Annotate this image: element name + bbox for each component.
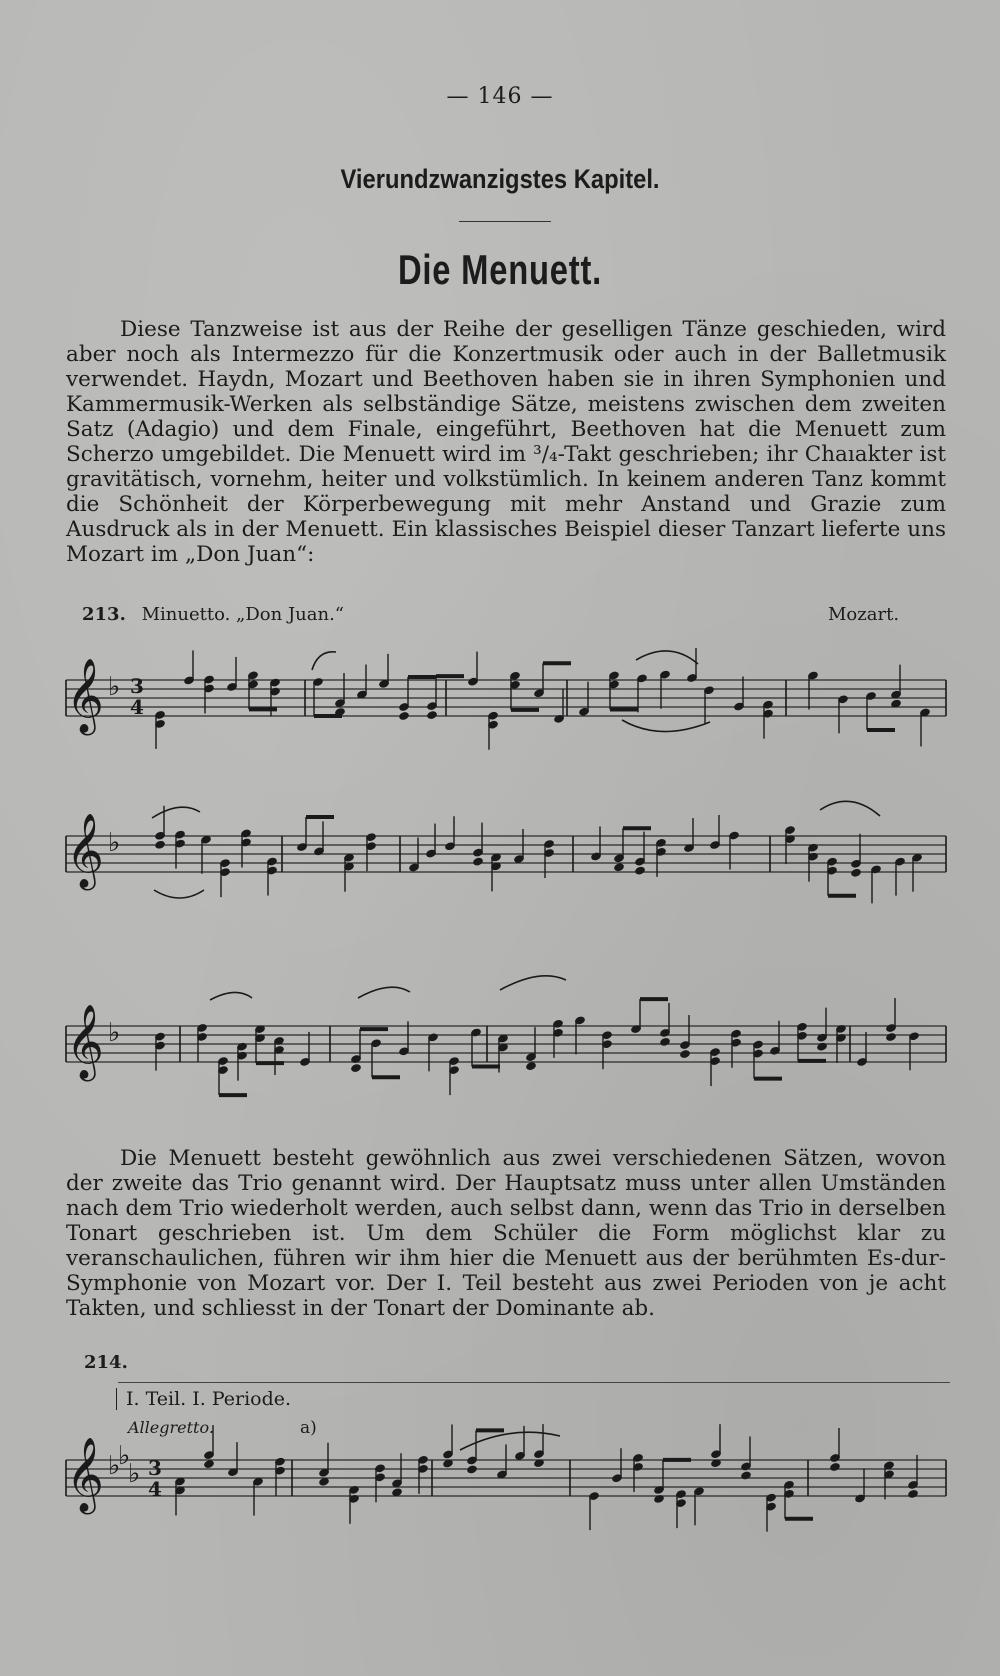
- flat-icon: ♭: [118, 1441, 131, 1471]
- chapter-heading: Vierundzwanzigstes Kapitel.: [340, 164, 660, 194]
- note-head: [426, 710, 438, 720]
- slur: [210, 992, 252, 1000]
- treble-clef-icon: 𝄞: [66, 1438, 104, 1512]
- example-214-marker: a): [300, 1418, 317, 1438]
- example-213-number: 213.: [82, 604, 126, 625]
- note-head: [613, 862, 625, 872]
- slur: [460, 1432, 560, 1450]
- note-head: [885, 1032, 897, 1042]
- slur: [500, 976, 566, 990]
- note-head: [740, 1470, 752, 1480]
- example-214-tempo: Allegretto.: [128, 1418, 214, 1437]
- note-head: [466, 1464, 478, 1474]
- slur: [154, 890, 204, 898]
- flat-icon: ♭: [108, 672, 121, 702]
- note-head: [154, 840, 166, 850]
- example-213-caption: Minuetto. „Don Juan.“: [141, 604, 344, 625]
- example-214-section: I. Teil. I. Periode.: [116, 1388, 291, 1410]
- slur: [820, 801, 880, 816]
- time-signature-top: 3: [130, 674, 144, 698]
- note-head: [350, 1063, 362, 1073]
- note-head: [907, 1489, 919, 1499]
- flat-icon: ♭: [108, 1018, 121, 1048]
- note-head: [829, 1462, 841, 1472]
- note-head: [816, 1042, 828, 1052]
- form-paragraph: Die Menuett besteht gewöhnlich aus zwei verschiedenen Sätzen, wovon der zweite das Trio genannt wird. Der Hauptsatz muss unter allen Umständen nach dem Trio wiederholt werden, auch selbst dann, wenn das Trio in derselben Tonart geschrieben ist. Um dem Schüler die Form möglichst klar zu veranschaulichen, führen wir ihm hier die Menuett aus der berühmten Es-dur-Symphonie von Mozart vor. Der I. Teil besteht aus zwei Perioden von je acht Takten, und schliesst in der Tonart der Dominante ab.: [66, 1146, 946, 1321]
- flat-icon: ♭: [108, 828, 121, 858]
- page-title: Die Menuett.: [397, 246, 603, 293]
- example-213-composer: Mozart.: [828, 604, 900, 625]
- note-marks: [154, 648, 931, 1532]
- note-head: [679, 1049, 691, 1059]
- note-head: [472, 857, 484, 867]
- slur: [622, 720, 710, 732]
- slur: [312, 652, 336, 670]
- note-head: [634, 866, 646, 876]
- note-head: [659, 1037, 671, 1047]
- treble-clef-icon: 𝄞: [66, 1005, 104, 1079]
- note-head: [398, 711, 410, 721]
- time-signature-top: 3: [148, 1456, 162, 1480]
- time-signature-bottom: 4: [148, 1477, 162, 1501]
- note-head: [850, 868, 862, 878]
- treble-clef-icon: 𝄞: [66, 659, 104, 733]
- time-signature-bottom: 4: [130, 695, 144, 719]
- example-214-number: 214.: [84, 1352, 128, 1373]
- slur: [636, 651, 698, 664]
- flat-icon: ♭: [128, 1459, 141, 1489]
- slur: [358, 987, 410, 998]
- note-head: [653, 1494, 665, 1504]
- flat-icon: ♭: [108, 1451, 121, 1481]
- slur: [152, 807, 200, 818]
- staff-systems: [66, 680, 946, 1496]
- intro-paragraph: Diese Tanzweise ist aus der Reihe der geselligen Tänze geschieden, wird aber noch als Intermezzo für die Konzertmusik oder auch in der Balletmusik verwendet. Haydn, Mozart und Beethoven haben sie in ihren Symphonien und Kammermusik-Werken als selbständige Sätze, meistens zwischen dem zweiten Satz (Adagio) und dem Finale, eingeführt, Beethoven hat die Menuett zum Scherzo umgebildet. Die Menuett wird im ³/₄-Takt geschrieben; ihr Chaıakter ist gravitätisch, vornehm, heiter und volkstümlich. In keinem anderen Tanz kommt die Schönheit der Körperbewegung mit mehr Anstand und Grazie zum Ausdruck als in der Menuett. Ein klassisches Beispiel dieser Tanzart lieferte uns Mozart im „Don Juan“:: [66, 317, 946, 567]
- treble-clef-icon: 𝄞: [66, 814, 104, 888]
- page-number: — 146 —: [446, 84, 554, 109]
